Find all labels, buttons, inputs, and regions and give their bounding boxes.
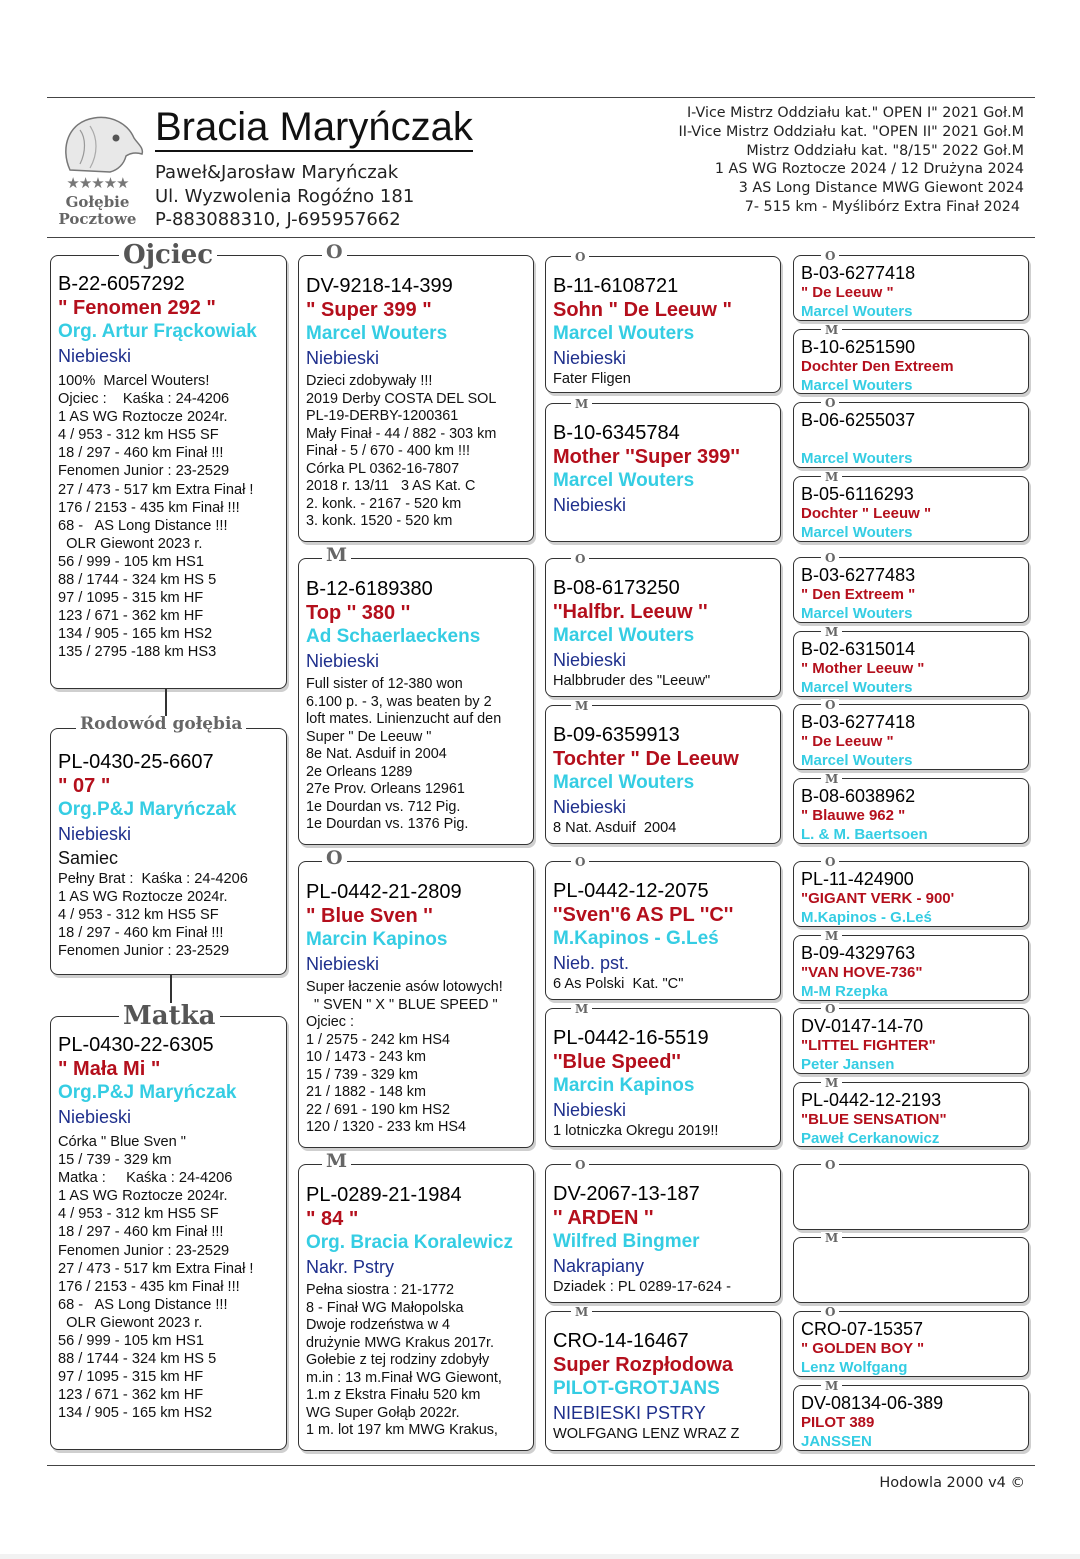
gen3-label-m: M: [571, 398, 592, 410]
gen3-name: ''Sven''6 AS PL ''C'': [553, 904, 734, 926]
gen3-breeder: Marcel Wouters: [553, 323, 695, 344]
gen4-label-m: M: [821, 773, 842, 785]
gen4-breeder: Peter Jansen: [801, 1056, 895, 1073]
gen3-color: Niebieski: [553, 495, 627, 515]
gen2-ring: B-12-6189380: [306, 578, 433, 600]
owner-address: Ul. Wyzwolenia Rogóźno 181: [155, 186, 415, 207]
gen4-ring: B-10-6251590: [801, 337, 916, 357]
mother-label: Matka: [119, 1003, 220, 1029]
gen2-name: " 84 ": [306, 1208, 359, 1230]
gen2-label-m: M: [322, 1152, 351, 1171]
gen4-name: " Blauwe 962 ": [801, 807, 906, 824]
logo-word-1: Gołębie: [65, 193, 130, 211]
mother-color: Niebieski: [58, 1107, 132, 1127]
mother-notes: Córka " Blue Sven " 15 / 739 - 329 km Matka : Kaśka : 24-4206 1 AS WG Roztocze 2024r. 4 / 953 - 312 km HS5 SF 18 / 297 - 460 km Finał !!! Fenomen Junior : 23-2529 27 / 473 - 517 km Extra Finał ! 176 / 2153 - 435 km Finał !!! 68 - AS Long Distance !!! OLR Giewont 2023 r. 56 / 999 - 105 km HS1 88 / 1744 - 324 km HS 5 97 / 1095 - 315 km HF 123 / 671 - 362 km HF 134 / 905 - 165 km HS2: [58, 1134, 254, 1422]
mother-name: " Mała Mi ": [58, 1058, 161, 1080]
subject-color: Niebieski: [58, 824, 132, 844]
bottom-strip: [0, 1554, 1080, 1559]
club-logo: [50, 108, 145, 228]
gen2-color: Nakr. Pstry: [306, 1257, 395, 1277]
gen4-name: "GIGANT VERK - 900': [801, 890, 955, 907]
gen3-card-7: [545, 1164, 781, 1303]
gen2-label-m: M: [322, 546, 351, 565]
subject-notes: Pełny Brat : Kaśka : 24-4206 1 AS WG Roztocze 2024r. 4 / 953 - 312 km HS5 SF 18 / 297 - 460 km Finał !!! Fenomen Junior : 23-2529: [58, 871, 248, 960]
gen3-ring: DV-2067-13-187: [553, 1183, 700, 1205]
bottom-rule: [47, 1465, 1035, 1466]
gen3-label-o: O: [571, 553, 589, 565]
gen3-name: '' ARDEN '': [553, 1207, 654, 1229]
gen3-breeder: Marcin Kapinos: [553, 1075, 695, 1096]
gen4-ring: DV-0147-14-70: [801, 1016, 924, 1036]
father-notes: 100% Marcel Wouters! Ojciec : Kaśka : 24-4206 1 AS WG Roztocze 2024r. 4 / 953 - 312 km HS5 SF 18 / 297 - 460 km Finał !!! Fenomen Junior : 23-2529 27 / 473 - 517 km Extra Finał ! 176 / 2153 - 435 km Finał !!! 68 - AS Long Distance !!! OLR Giewont 2023 r. 56 / 999 - 105 km HS1 88 / 1744 - 324 km HS 5 97 / 1095 - 315 km HF 123 / 671 - 362 km HF 134 / 905 - 165 km HS2 135 / 2795 -188 km HS3: [58, 373, 254, 661]
connector-line: [165, 689, 167, 717]
top-rule: [47, 97, 1035, 98]
achievement-line: 1 AS WG Roztocze 2024 / 12 Drużyna 2024: [714, 161, 1024, 178]
gen3-notes: 8 Nat. Asduif 2004: [553, 820, 677, 836]
gen3-breeder: Wilfred Bingmer: [553, 1231, 700, 1252]
gen4-ring: B-03-6277418: [801, 263, 916, 283]
father-name: " Fenomen 292 ": [58, 297, 216, 319]
gen4-card-2: [793, 329, 1029, 394]
gen4-name: " De Leeuw ": [801, 284, 894, 301]
gen4-card-15: [793, 1311, 1029, 1377]
gen4-name: Dochter " Leeuw ": [801, 505, 932, 522]
subject-breeder: Org.P&J Maryńczak: [58, 799, 237, 820]
gen3-card-3: [545, 558, 781, 697]
gen3-name: ''Halfbr. Leeuw '': [553, 601, 708, 623]
gen3-label-o: O: [571, 251, 589, 263]
gen2-name: " Blue Sven '': [306, 905, 433, 927]
gen2-color: Niebieski: [306, 954, 380, 974]
gen2-breeder: Org. Bracia Koralewicz: [306, 1232, 513, 1253]
gen3-ring: PL-0442-16-5519: [553, 1027, 709, 1049]
gen3-card-6: [545, 1008, 781, 1147]
achievement-line: I-Vice Mistrz Oddziału kat." OPEN I" 2021 Goł.M: [686, 105, 1024, 121]
gen3-notes: 6 As Polski Kat. "C": [553, 976, 684, 992]
mother-card: [50, 1016, 287, 1450]
gen3-name: ''Blue Speed'': [553, 1051, 681, 1073]
gen3-label-m: M: [571, 1306, 592, 1318]
gen3-card-5: [545, 861, 781, 1000]
achievement-line: II-Vice Mistrz Oddziału kat. "OPEN II" 2021 Goł.M: [678, 123, 1024, 140]
achievements-list: [679, 104, 1024, 217]
gen3-ring: B-09-6359913: [553, 724, 680, 746]
gen4-label-m: M: [821, 471, 842, 483]
gen4-card-10: [793, 935, 1029, 1001]
gen2-name: " Super 399 ": [306, 299, 432, 321]
gen4-name: "VAN HOVE-736": [801, 964, 923, 981]
gen4-label-m: M: [821, 930, 842, 942]
gen4-card-1: [793, 255, 1029, 321]
gen4-breeder: JANSSEN: [801, 1433, 872, 1450]
gen2-notes: Dzieci zdobywały !!! 2019 Derby COSTA DEL SOL PL-19-DERBY-1200361 Mały Finał - 44 / 882 - 303 km Finał - 5 / 670 - 400 km !!! Córka PL 0362-16-7807 2018 r. 13/11 3 AS Kat. C 2. konk. - 2167 - 520 km 3. konk. 1520 - 520 km: [306, 373, 497, 529]
mother-breeder: Org.P&J Maryńczak: [58, 1082, 237, 1103]
breeder-title: Bracia Maryńczak: [155, 104, 473, 152]
gen4-ring: B-06-6255037: [801, 410, 916, 430]
gen3-label-o: O: [571, 1159, 589, 1171]
gen4-breeder: Marcel Wouters: [801, 450, 913, 467]
gen4-name: " Den Extreem ": [801, 586, 916, 603]
achievement-line: 7- 515 km - Myślibórz Extra Finał 2024: [744, 198, 1020, 215]
gen4-breeder: Marcel Wouters: [801, 524, 913, 541]
gen2-card-1: [298, 255, 534, 542]
gen3-label-m: M: [571, 1003, 592, 1015]
gen2-notes: Full sister of 12-380 won 6.100 p. - 3, was beaten by 2 loft mates. Linienzucht auf den Super " De Leeuw " 8e Nat. Asduif in 2004 2e Orleans 1289 27e Prov. Orleans 12961 1e Dourdan vs. 712 Pig. 1e Dourdan vs. 1376 Pig.: [306, 676, 502, 832]
gen4-label-o: O: [821, 552, 839, 564]
gen4-name: "LITTEL FIGHTER": [801, 1037, 936, 1054]
gen2-color: Niebieski: [306, 348, 380, 368]
logo-word-2: Pocztowe: [58, 210, 137, 228]
gen4-ring: DV-08134-06-389: [801, 1393, 944, 1413]
gen4-ring: B-05-6116293: [801, 484, 914, 504]
subject-card: [50, 728, 287, 975]
gen3-ring: CRO-14-16467: [553, 1330, 689, 1352]
gen4-label-m: M: [821, 626, 842, 638]
father-breeder: Org. Artur Frąckowiak: [58, 321, 257, 342]
gen3-name: Super Rozpłodowa: [553, 1354, 733, 1376]
gen4-ring: PL-0442-12-2193: [801, 1090, 942, 1110]
gen4-card-12: [793, 1082, 1029, 1147]
gen2-name: Top '' 380 '': [306, 602, 411, 624]
gen4-breeder: Marcel Wouters: [801, 752, 913, 769]
gen4-breeder: L. & M. Baertsoen: [801, 826, 928, 843]
father-color: Niebieski: [58, 346, 132, 366]
gen4-name: "BLUE SENSATION": [801, 1111, 947, 1128]
gen4-card-5: [793, 557, 1029, 623]
gen4-breeder: Paweł Cerkanowicz: [801, 1130, 940, 1147]
gen4-label-m: M: [821, 1232, 842, 1244]
gen2-ring: DV-9218-14-399: [306, 275, 453, 297]
gen4-card-13: [793, 1164, 1029, 1230]
gen4-name: Dochter Den Extreem: [801, 358, 954, 375]
gen2-card-4: [298, 1164, 534, 1451]
gen3-color: NIEBIESKI PSTRY: [553, 1403, 706, 1423]
father-ring: B-22-6057292: [58, 273, 185, 295]
gen4-breeder: Marcel Wouters: [801, 679, 913, 696]
gen3-notes: WOLFGANG LENZ WRAZ Z: [553, 1426, 740, 1442]
mother-ring: PL-0430-22-6305: [58, 1034, 214, 1056]
gen4-label-m: M: [821, 1077, 842, 1089]
owner-phone: P-883088310, J-695957662: [155, 209, 401, 230]
gen3-notes: Fater Fligen: [553, 371, 631, 387]
gen4-name: " GOLDEN BOY ": [801, 1340, 925, 1357]
gen4-ring: B-09-4329763: [801, 943, 916, 963]
gen4-ring: B-03-6277418: [801, 712, 916, 732]
gen3-color: Niebieski: [553, 650, 627, 670]
gen4-breeder: Marcel Wouters: [801, 377, 913, 394]
gen3-notes: Halbbruder des "Leeuw": [553, 673, 711, 689]
gen4-label-m: M: [821, 1380, 842, 1392]
gen3-card-4: [545, 705, 781, 844]
gen4-breeder: Marcel Wouters: [801, 605, 913, 622]
gen2-card-2: [298, 558, 534, 845]
father-label: Ojciec: [119, 242, 217, 268]
gen4-name: " De Leeuw ": [801, 733, 894, 750]
gen2-label-o: O: [322, 243, 347, 262]
gen4-label-o: O: [821, 250, 839, 262]
gen3-label-o: O: [571, 856, 589, 868]
logo-stars: ★★★★★: [66, 174, 129, 192]
gen3-ring: B-10-6345784: [553, 422, 680, 444]
gen3-breeder: M.Kapinos - G.Leś: [553, 928, 719, 949]
gen4-ring: B-08-6038962: [801, 786, 916, 806]
gen4-breeder: M.Kapinos - G.Leś: [801, 909, 932, 926]
gen3-ring: PL-0442-12-2075: [553, 880, 709, 902]
gen3-breeder: Marcel Wouters: [553, 772, 695, 793]
gen4-label-m: M: [821, 324, 842, 336]
gen4-name: [801, 431, 1028, 449]
gen3-breeder: PILOT-GROTJANS: [553, 1378, 720, 1399]
gen3-card-8: [545, 1311, 781, 1451]
achievement-line: Mistrz Oddziału kat. "8/15" 2022 Goł.M: [746, 142, 1024, 159]
gen2-breeder: Marcel Wouters: [306, 323, 448, 344]
gen3-card-2: [545, 403, 781, 542]
gen4-name: " Mother Leeuw ": [801, 660, 925, 677]
pigeon-head-icon: [50, 108, 145, 178]
gen4-ring: B-02-6315014: [801, 639, 916, 659]
gen2-card-3: [298, 861, 534, 1148]
gen4-ring: B-03-6277483: [801, 565, 916, 585]
gen3-ring: B-11-6108721: [553, 275, 679, 297]
gen2-color: Niebieski: [306, 651, 380, 671]
gen4-label-o: O: [821, 397, 839, 409]
subject-sex: Samiec: [58, 848, 119, 868]
gen3-color: Niebieski: [553, 1100, 627, 1120]
gen4-label-o: O: [821, 1159, 839, 1171]
gen3-color: Nakrapiany: [553, 1256, 645, 1276]
gen3-ring: B-08-6173250: [553, 577, 680, 599]
gen4-card-6: [793, 631, 1029, 697]
gen3-color: Nieb. pst.: [553, 953, 630, 973]
gen4-card-8: [793, 778, 1029, 844]
gen4-card-4: [793, 476, 1029, 542]
gen4-card-14: [793, 1237, 1029, 1303]
pedigree-label: Rodowód gołębia: [76, 716, 246, 733]
gen4-ring: CRO-07-15357: [801, 1319, 924, 1339]
gen3-name: Sohn " De Leeuw ": [553, 299, 732, 321]
gen3-color: Niebieski: [553, 797, 627, 817]
gen3-color: Niebieski: [553, 348, 627, 368]
gen3-label-m: M: [571, 700, 592, 712]
gen2-notes: Super łaczenie asów lotowych! " SVEN " X " BLUE SPEED " Ojciec : 1 / 2575 - 242 km HS4 10 / 1473 - 243 km 15 / 739 - 329 km 21 / 1882 - 148 km 22 / 691 - 190 km HS2 120 / 1320 - 233 km HS4: [306, 979, 503, 1135]
father-card: [50, 255, 287, 689]
subject-name: " 07 ": [58, 775, 111, 797]
gen4-label-o: O: [821, 1306, 839, 1318]
software-credit: Hodowla 2000 v4 ©: [879, 1475, 1025, 1491]
gen2-notes: Pełna siostra : 21-1772 8 - Finał WG Małopolska Dwoje rodzeństwa w 4 drużynie MWG Krakus 2017r. Gołebie z tej rodziny zdobyły m.in : 13 m.Finał WG Giewont, 1.m z Ekstra Finału 520 km WG Super Gołąb 2022r. 1 m. lot 197 km MWG Krakus,: [306, 1282, 502, 1438]
gen3-card-1: [545, 256, 781, 393]
gen2-breeder: Ad Schaerlaeckens: [306, 626, 481, 647]
gen4-ring: PL-11-424900: [801, 869, 914, 889]
header-rule: [47, 237, 1035, 238]
gen4-card-11: [793, 1008, 1029, 1074]
gen4-breeder: Lenz Wolfgang: [801, 1359, 908, 1376]
gen4-card-9: [793, 861, 1029, 927]
gen3-name: Tochter " De Leeuw: [553, 748, 739, 770]
gen4-card-3: [793, 402, 1029, 468]
gen2-breeder: Marcin Kapinos: [306, 929, 448, 950]
gen4-label-o: O: [821, 1003, 839, 1015]
gen3-notes: 1 lotniczka Okregu 2019!!: [553, 1123, 719, 1139]
gen3-breeder: Marcel Wouters: [553, 625, 695, 646]
gen2-ring: PL-0289-21-1984: [306, 1184, 462, 1206]
gen4-card-7: [793, 704, 1029, 770]
gen4-label-o: O: [821, 856, 839, 868]
achievement-line: 3 AS Long Distance MWG Giewont 2024: [738, 180, 1024, 197]
gen3-breeder: Marcel Wouters: [553, 470, 695, 491]
gen4-breeder: M-M Rzepka: [801, 983, 888, 1000]
gen4-card-16: [793, 1385, 1029, 1451]
subject-ring: PL-0430-25-6607: [58, 751, 214, 773]
gen4-breeder: Marcel Wouters: [801, 303, 913, 320]
gen4-name: PILOT 389: [801, 1414, 875, 1431]
owner-name: Paweł&Jarosław Maryńczak: [155, 162, 399, 183]
gen2-ring: PL-0442-21-2809: [306, 881, 462, 903]
gen3-notes: Dziadek : PL 0289-17-624 -: [553, 1279, 731, 1295]
gen2-label-o: O: [322, 849, 347, 868]
gen4-label-o: O: [821, 699, 839, 711]
gen3-name: Mother ''Super 399'': [553, 446, 740, 468]
